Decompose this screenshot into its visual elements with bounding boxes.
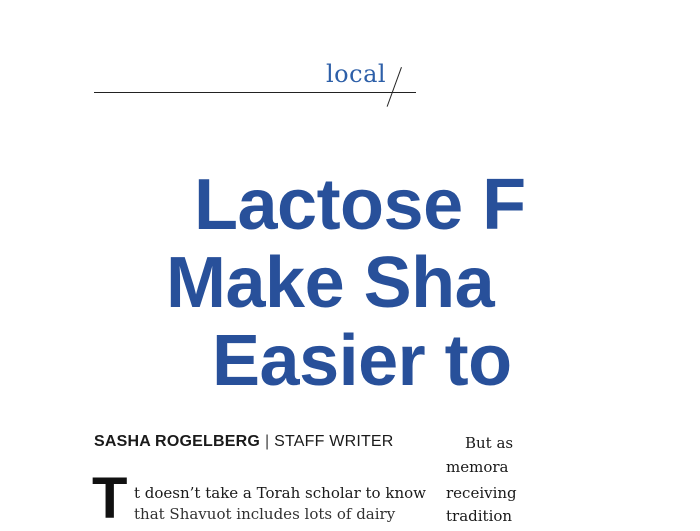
author-role: STAFF WRITER [274,433,394,450]
headline-line-3: Easier to [212,321,512,401]
body-text-line: tradition [446,507,513,525]
headline-line-2: Make Sha [166,243,495,323]
body-text-line: receiving [446,484,517,502]
body-text-line: t doesn’t take a Torah scholar to know [134,484,426,502]
body-text-line: that Shavuot includes lots of dairy [134,505,396,523]
section-label: local [326,60,387,88]
drop-cap: T [92,466,128,531]
author-name: SASHA ROGELBERG [94,433,260,450]
body-text-line: But as [465,434,514,452]
body-text-line: memora [446,458,509,476]
byline-separator: | [264,433,270,450]
headline-line-1: Lactose F [194,165,526,245]
section-slash-divider [387,67,402,107]
byline [94,433,394,451]
section-header-rule [94,92,416,93]
